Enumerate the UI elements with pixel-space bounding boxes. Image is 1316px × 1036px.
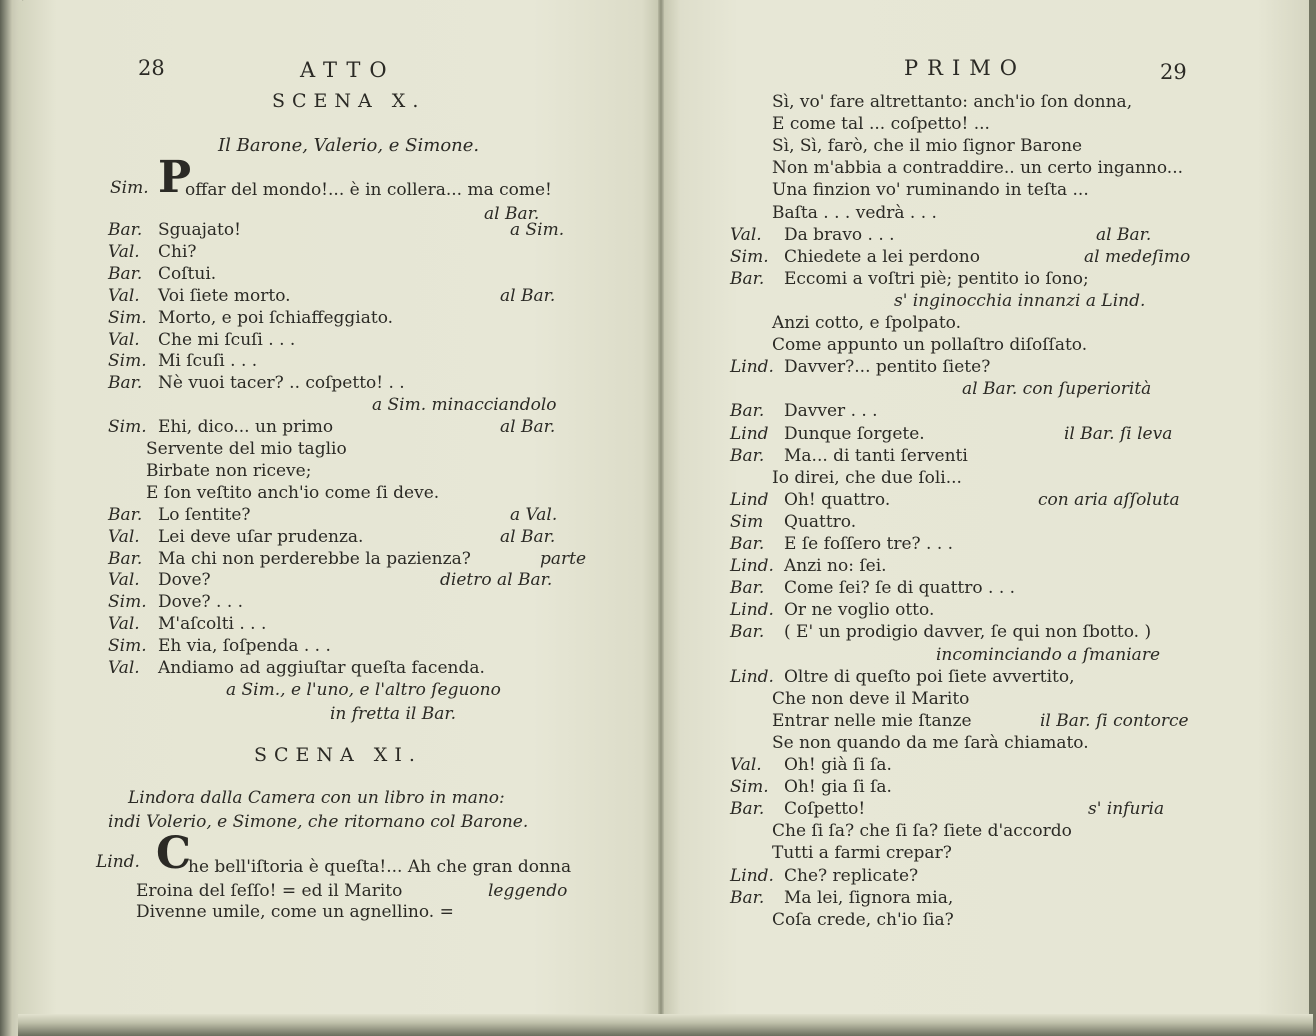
stage-direction: a Sim. minacciandolo	[372, 395, 557, 416]
speaker-label: Sim.	[108, 592, 147, 613]
verse-line: Ehi, dico... un primo	[158, 417, 334, 438]
verse-line: Chiedete a lei perdono	[784, 246, 980, 267]
speaker-label: Val.	[730, 224, 762, 245]
speaker-label: Bar.	[730, 622, 765, 643]
speaker-label: Val.	[108, 285, 140, 306]
speaker-label: Bar.	[108, 373, 143, 394]
verse-line: Quattro.	[784, 511, 857, 532]
verse-line: E come tal ... coſpetto! ...	[772, 114, 990, 135]
page-number: 29	[1160, 60, 1187, 84]
verse-line: Baſta . . . vedrà . . .	[772, 202, 937, 223]
speaker-label: Bar.	[730, 534, 765, 554]
speaker-label: Lind.	[730, 600, 774, 621]
verse-line: Che? replicate?	[784, 865, 919, 886]
stage-direction: in fretta il Bar.	[330, 704, 457, 724]
speaker-label: Lind.	[730, 556, 774, 577]
stage-direction: con aria aſſoluta	[1038, 489, 1180, 510]
verse-line: Non m'abbia a contraddire.. un certo inganno...	[772, 158, 1183, 179]
speaker-label: Bar.	[108, 220, 143, 240]
stage-direction: incominciando a ſmaniare	[936, 644, 1161, 665]
speaker-label: Lind.	[730, 865, 774, 886]
speaker-label: Val.	[108, 526, 140, 547]
scene-direction: indi Volerio, e Simone, che ritornano col Barone.	[108, 812, 529, 832]
speaker-label: Lind.	[96, 852, 140, 872]
verse-line: Come appunto un pollaſtro diſoſſato.	[772, 335, 1088, 356]
verse-line: Servente del mio taglio	[146, 439, 347, 459]
scene-title: SCENA XI.	[254, 744, 422, 766]
verse-line: Oh! già ſi ſa.	[784, 755, 892, 775]
stage-direction: parte	[540, 548, 587, 569]
speaker-label: Bar.	[730, 887, 765, 908]
verse-line: E ſon veſtito anch'io come ſi deve.	[146, 482, 440, 503]
drop-cap: P	[158, 152, 192, 203]
verse-line: Che non deve il Marito	[772, 688, 970, 709]
speaker-label: Val.	[730, 755, 762, 775]
speaker-label: Bar.	[108, 504, 143, 525]
verse-line: M'aſcolti . . .	[158, 614, 267, 635]
verse-line: Sguajato!	[158, 220, 241, 240]
book-gutter	[658, 0, 664, 1036]
verse-line: Io direi, che due ſoli...	[772, 467, 962, 488]
verse-line: Mi ſcuſi . . .	[158, 351, 258, 372]
verse-line: Voi ſiete morto.	[158, 285, 291, 306]
speaker-label: Val.	[108, 614, 140, 635]
verse-line: Dove? . . .	[158, 592, 244, 613]
speaker-label: Sim.	[730, 246, 769, 267]
stage-direction: a Sim., e l'uno, e l'altro ſeguono	[226, 680, 501, 700]
speaker-label: Bar.	[730, 578, 765, 599]
verse-line: Or ne voglio otto.	[784, 600, 935, 621]
speaker-label: Sim.	[108, 307, 147, 328]
speaker-label: Sim	[730, 511, 764, 532]
speaker-label: Bar.	[108, 548, 143, 569]
scene-characters: Il Barone, Valerio, e Simone.	[218, 135, 480, 156]
speaker-label: Sim.	[108, 417, 147, 438]
speaker-label: Sim.	[108, 636, 147, 657]
verse-line: Da bravo . . .	[784, 224, 895, 245]
speaker-label: Val.	[108, 570, 140, 591]
stage-direction: il Bar. ſi contorce	[1040, 710, 1189, 731]
verse-line: Davver . . .	[784, 401, 878, 422]
stage-direction: a Sim.	[510, 220, 565, 240]
right-page-edge	[1309, 0, 1316, 1036]
scene-title: SCENA X.	[272, 90, 426, 112]
speaker-label: Sim.	[110, 178, 149, 198]
speaker-label: Sim.	[730, 777, 769, 798]
verse-line: Ma lei, ſignora mia,	[784, 887, 954, 908]
verse-line: Oltre di queſto poi ſiete avvertito,	[784, 666, 1075, 687]
verse-line: Sì, Sì, farò, che il mio ſignor Barone	[772, 136, 1083, 157]
verse-line: Coſa crede, ch'io ſia?	[772, 909, 954, 930]
stage-direction: al Bar.	[500, 285, 556, 306]
verse-line: Eh via, ſoſpenda . . .	[158, 636, 331, 657]
verse-line: he bell'iſtoria è queſta!... Ah che gran donna	[188, 857, 572, 877]
verse-line: Nè vuoi tacer? .. coſpetto! . .	[158, 373, 405, 394]
verse-line: Dove?	[158, 570, 211, 591]
verse-line: Davver?... pentito ſiete?	[784, 357, 991, 378]
speaker-label: Bar.	[108, 263, 143, 284]
stage-direction: al medeſimo	[1084, 246, 1191, 267]
verse-line: Che ſi ſa? che ſi ſa? ſiete d'accordo	[772, 821, 1072, 842]
stage-direction: al Bar.	[500, 526, 556, 547]
speaker-label: Lind.	[730, 357, 774, 378]
speaker-label: Val.	[108, 329, 140, 350]
stage-direction: dietro al Bar.	[440, 570, 553, 591]
verse-line: Eccomi a voſtri piè; pentito io ſono;	[784, 268, 1089, 289]
speaker-label: Lind	[730, 489, 769, 510]
stage-direction: leggendo	[488, 881, 568, 901]
verse-line: Morto, e poi ſchiaffeggiato.	[158, 307, 394, 328]
verse-line: Coſtui.	[158, 263, 217, 284]
speaker-label: Lind	[730, 423, 769, 444]
stage-direction: a Val.	[510, 504, 558, 525]
verse-line: Se non quando da me ſarà chiamato.	[772, 732, 1089, 753]
verse-line: Lo ſentite?	[158, 504, 251, 525]
verse-line: Entrar nelle mie ſtanze	[772, 710, 972, 731]
speaker-label: Val.	[108, 241, 140, 262]
stage-direction: al Bar.	[500, 417, 556, 438]
verse-line: Anzi cotto, e ſpolpato.	[772, 313, 961, 333]
speaker-label: Lind.	[730, 666, 774, 687]
verse-line: Eroina del ſeſſo! = ed il Marito	[136, 881, 403, 901]
running-header: ATTO	[300, 58, 396, 82]
verse-line: Anzi no: ſei.	[784, 556, 887, 577]
verse-line: offar del mondo!... è in collera... ma come!	[185, 180, 552, 200]
stage-direction: al Bar.	[484, 204, 540, 224]
verse-line: Chi?	[158, 241, 197, 262]
verse-line: Una finzion vo' ruminando in teſta ...	[772, 180, 1089, 201]
stage-direction: al Bar.	[1096, 224, 1152, 245]
verse-line: Oh! gia ſi ſa.	[784, 777, 892, 798]
speaker-label: Sim.	[108, 351, 147, 372]
verse-line: Che mi ſcuſi . . .	[158, 329, 296, 350]
verse-line: Lei deve uſar prudenza.	[158, 526, 364, 547]
speaker-label: Bar.	[730, 799, 765, 820]
verse-line: Ma chi non perderebbe la pazienza?	[158, 548, 471, 569]
verse-line: Come ſei? ſe di quattro . . .	[784, 578, 1016, 599]
stage-direction: s' infuria	[1088, 799, 1165, 820]
speaker-label: Val.	[108, 658, 140, 678]
verse-line: E ſe foſſero tre? . . .	[784, 534, 954, 554]
verse-line: Tutti a farmi crepar?	[772, 843, 952, 864]
drop-cap: C	[156, 828, 192, 879]
speaker-label: Bar.	[730, 401, 765, 422]
running-header: PRIMO	[904, 56, 1026, 80]
verse-line: Sì, vo' fare altrettanto: anch'io ſon donna,	[772, 92, 1133, 112]
verse-line: Birbate non riceve;	[146, 460, 312, 481]
stage-direction: al Bar. con ſuperiorità	[962, 379, 1152, 400]
verse-line: Divenne umile, come un agnellino. =	[136, 902, 454, 922]
speaker-label: Bar.	[730, 445, 765, 466]
stage-direction: il Bar. ſi leva	[1064, 423, 1173, 444]
verse-line: Ma... di tanti ſerventi	[784, 445, 968, 466]
verse-line: Oh! quattro.	[784, 489, 891, 510]
scene-direction: Lindora dalla Camera con un libro in mano:	[128, 788, 505, 808]
page-bottom-edge	[18, 1014, 1313, 1036]
verse-line: ( E' un prodigio davver, ſe qui non ſbotto. )	[784, 622, 1152, 643]
verse-line: Coſpetto!	[784, 799, 866, 820]
stage-direction: s' inginocchia innanzi a Lind.	[894, 290, 1146, 311]
verse-line: Dunque ſorgete.	[784, 423, 925, 444]
page-number: 28	[138, 56, 165, 80]
speaker-label: Bar.	[730, 268, 765, 289]
verse-line: Andiamo ad aggiuſtar queſta facenda.	[158, 658, 485, 678]
